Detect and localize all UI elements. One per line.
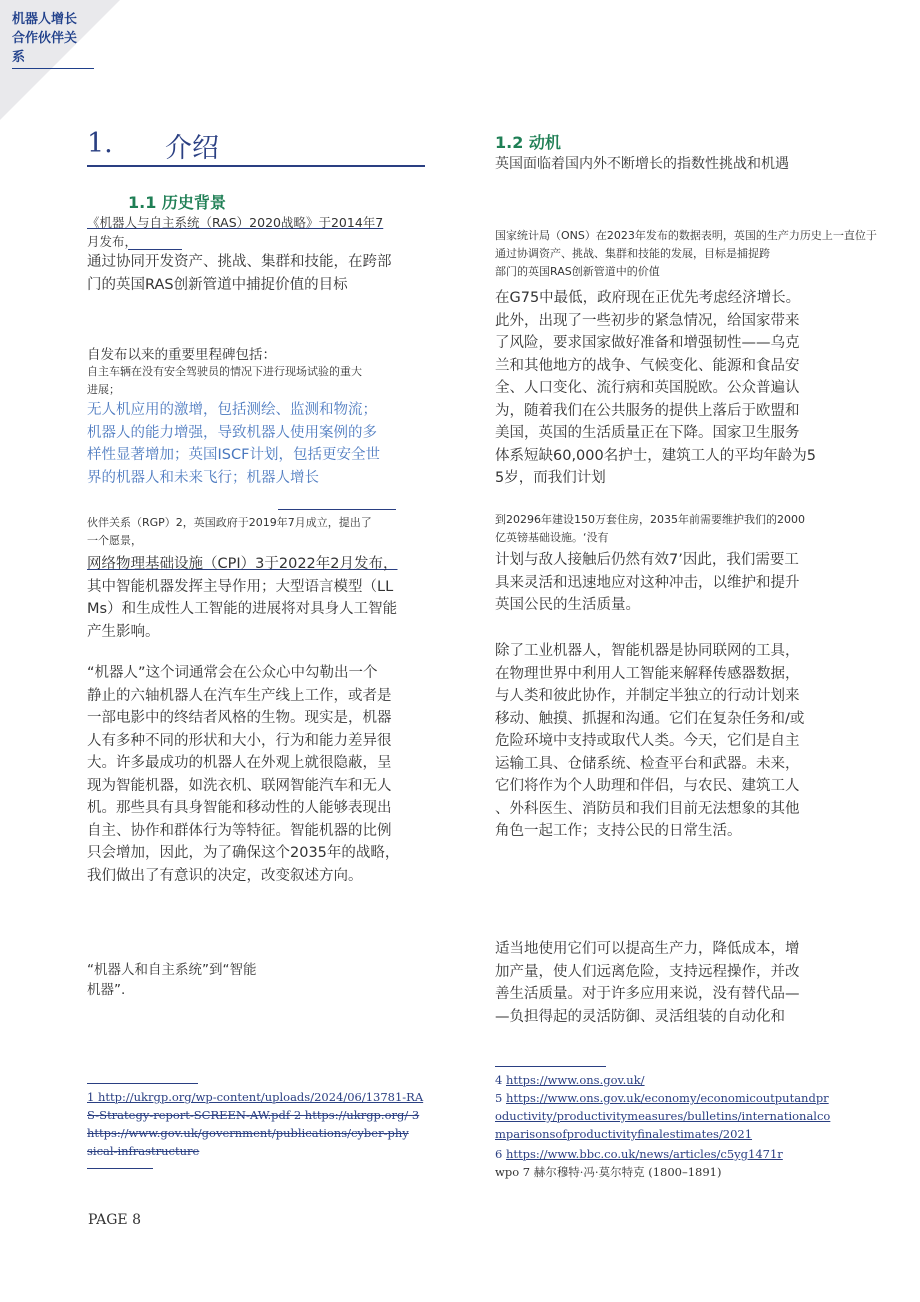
strategy-note [87, 213, 383, 251]
text-line: 大。许多最成功的机器人在外观上就很隐蔽，呈 [87, 755, 392, 771]
text-line: 、外科医生、消防员和我们目前无法想象的其他 [495, 800, 800, 817]
text-line: 其中智能机器发挥主导作用；大型语言模型（LL [87, 578, 394, 595]
text-line: “机器人”这个词通常会在公众心中勾勒出一个 [87, 665, 378, 681]
text-line: 体系短缺60,000名护士，建筑工人的平均年龄为5 [495, 447, 816, 464]
footnote-number: 5 [495, 1091, 506, 1105]
footnote-link[interactable]: https://www.bbc.co.uk/news/articles/c5yg1471r [505, 1147, 783, 1161]
footnote-7: wpo 7 赫尔穆特·冯·莫尔特克 (1800–1891) [495, 1165, 722, 1179]
text-line: 运输工具、仓储系统、检查平台和武器。未来， [495, 755, 800, 772]
text-line: 静止的六轴机器人在汽车生产线上工作，或者是 [87, 687, 392, 704]
text-line: 《机器人与自主系统（RAS）2020战略》于2014年7 [87, 215, 384, 230]
use-paragraph [495, 938, 800, 1028]
brand-title [12, 10, 94, 69]
footnote-rule [87, 1083, 198, 1084]
text-line: “机器人和自主系统”到“智能 [87, 962, 257, 978]
footnote-6 [495, 1145, 830, 1163]
underline-rule [278, 509, 396, 510]
milestones-list [87, 399, 380, 489]
g75-paragraph [495, 287, 816, 490]
section-divider [87, 165, 425, 167]
footnote-5 [495, 1089, 830, 1107]
footnote-link[interactable]: S-Strategy-report-SCREEN-AW.pdf 2 https://ukrgp.org/ 3 [87, 1108, 420, 1122]
text-line: 亿英镑基础设施。‘没有 [495, 531, 609, 544]
footnotes-right [495, 1071, 830, 1181]
text-line: 具来灵活和迅速地应对这种冲击，以维护和提升 [495, 574, 800, 591]
text-line: 界的机器人和未来飞行；机器人增长 [87, 469, 319, 486]
text-line: 兰和其他地方的战争、气候变化、能源和食品安 [495, 357, 800, 374]
text-line: 计划与敌人接触后仍然有效7’因此，我们需要工 [495, 552, 799, 568]
text-line: 只会增加，因此，为了确保这个2035年的战略， [87, 845, 400, 861]
text-line: 通过协调资产、挑战、集群和技能的发展，目标是捕捉跨 [495, 247, 770, 260]
text-line: 产生影响。 [87, 623, 160, 640]
text-line: 人有多种不同的形状和大小，行为和能力差异很 [87, 732, 392, 749]
industrial-paragraph [495, 640, 804, 843]
footnote-link[interactable]: sical-infrastructure [87, 1144, 200, 1158]
section-number: 1. [87, 128, 113, 159]
footnote-link[interactable]: 1 http://ukrgp.org/wp-content/uploads/2024/06/13781-RA [87, 1090, 424, 1104]
milestone-autonomous-vehicles [87, 363, 362, 399]
brand-line: 合作伙伴关 [12, 31, 78, 46]
section-title: 介绍 [165, 133, 219, 164]
footnote-number: 4 [495, 1073, 506, 1087]
footnote-number: 6 [495, 1147, 506, 1161]
text-line: 5岁，而我们计划 [495, 470, 606, 486]
milestones-intro: 自发布以来的重要里程碑包括： [87, 347, 276, 363]
heading-1-2: 1.2 动机 [495, 133, 561, 152]
text-line: 无人机应用的激增，包括测绘、监测和物流； [87, 402, 377, 418]
text-line: —负担得起的灵活防御、灵活组装的自动化和 [495, 1008, 785, 1025]
rgp-note [87, 514, 372, 550]
text-line: Ms）和生成性人工智能的进展将对具身人工智能 [87, 601, 398, 617]
text-line: 善生活质量。对于许多应用来说，没有替代品— [495, 986, 800, 1002]
text-line: 机器”. [87, 982, 126, 998]
text-line: 我们做出了有意识的决定，改变叙述方向。 [87, 867, 363, 884]
text-line: 移动、触摸、抓握和沟通。它们在复杂任务和/或 [495, 710, 805, 727]
text-line: 样性显著增加；英国ISCF计划，包括更安全世 [87, 447, 380, 463]
text-line: 加产量，使人们远离危险，支持远程操作，并改 [495, 963, 800, 980]
heading-1-1: 1.1 历史背景 [128, 193, 226, 212]
quote-note [87, 960, 256, 1000]
text-line: 自主、协作和群体行为等特征。智能机器的比例 [87, 822, 392, 839]
housing-note [495, 511, 805, 547]
text-line: 月发布， [87, 234, 138, 249]
footnote-link[interactable]: https://www.ons.gov.uk/ [505, 1073, 645, 1087]
page-number: PAGE 8 [88, 1212, 142, 1228]
text-line: 全、人口变化、流行病和英国脱欧。公众普遍认 [495, 380, 800, 396]
text-line: 角色一起工作；支持公民的日常生活。 [495, 823, 742, 839]
footnote-link[interactable]: oductivity/productivitymeasures/bulletins/internationalco [495, 1109, 831, 1123]
text-line: 在G75中最低，政府现在正优先考虑经济增长。 [495, 290, 801, 306]
motivation-subtitle: 英国面临着国内外不断增长的指数性挑战和机遇 [495, 156, 789, 172]
cpi-paragraph [87, 553, 398, 643]
footnote-rule [87, 1168, 153, 1169]
brand-line: 系 [12, 50, 26, 65]
text-line: 门的英国RAS创新管道中捕捉价值的目标 [87, 276, 348, 293]
text-line: 除了工业机器人，智能机器是协同联网的工具， [495, 643, 800, 659]
text-line: 机器人的能力增强，导致机器人使用案例的多 [87, 424, 377, 441]
text-line: 通过协同开发资产、挑战、集群和技能，在跨部 [87, 254, 392, 270]
text-line: 一个愿景， [87, 534, 142, 547]
intro-paragraph [87, 251, 392, 296]
text-line: 一部电影中的终结者风格的生物。现实是，机器 [87, 710, 392, 726]
text-line: 它们将作为个人助理和伴侣，与农民、建筑工人 [495, 778, 800, 794]
plan-paragraph [495, 549, 800, 617]
footnote-rule [495, 1066, 606, 1067]
ons-note [495, 227, 877, 281]
text-line: 部门的英国RAS创新管道中的价值 [495, 265, 660, 278]
footnote-4 [495, 1071, 830, 1089]
text-line: 国家统计局（ONS）在2023年发布的数据表明，英国的生产力历史上一直位于 [495, 229, 877, 242]
text-line: 网络物理基础设施（CPI）3于2022年2月发布， [87, 556, 398, 572]
text-line: 此外，出现了一些初步的紧急情况，给国家带来 [495, 312, 800, 329]
text-line: 适当地使用它们可以提高生产力，降低成本，增 [495, 941, 800, 957]
text-line: 进展； [87, 383, 120, 396]
footnote-link[interactable]: https://www.gov.uk/government/publications/cyber-phy [87, 1126, 409, 1140]
text-line: 伙伴关系（RGP）2，英国政府于2019年7月成立，提出了 [87, 516, 372, 529]
footnote-link[interactable]: mparisonsofproductivityfinalestimates/2021 [495, 1127, 753, 1141]
text-line: 机。那些具有具身智能和移动性的人能够表现出 [87, 800, 392, 816]
text-line: 在物理世界中利用人工智能来解释传感器数据， [495, 665, 800, 682]
text-line: 了风险，要求国家做好准备和增强韧性——乌克 [495, 335, 800, 351]
text-line: 危险环境中支持或取代人类。今天，它们是自主 [495, 733, 800, 749]
footnotes-left [87, 1088, 423, 1160]
robot-paragraph [87, 662, 399, 887]
text-line: 英国公民的生活质量。 [495, 597, 640, 613]
underline-rule [128, 249, 182, 250]
text-line: 现为智能机器，如洗衣机、联网智能汽车和无人 [87, 777, 392, 794]
text-line: 自主车辆在没有安全驾驶员的情况下进行现场试验的重大 [87, 365, 362, 378]
text-line: 为，随着我们在公共服务的提供上落后于欧盟和 [495, 402, 800, 419]
text-line: 美国，英国的生活质量正在下降。国家卫生服务 [495, 425, 800, 441]
footnote-link[interactable]: https://www.ons.gov.uk/economy/economicoutputandpr [505, 1091, 829, 1105]
text-line: 到20296年建设150万套住房，2035年前需要维护我们的2000 [495, 513, 805, 526]
brand-line: 机器人增长 [12, 12, 78, 27]
text-line: 与人类和彼此协作，并制定半独立的行动计划来 [495, 688, 800, 704]
